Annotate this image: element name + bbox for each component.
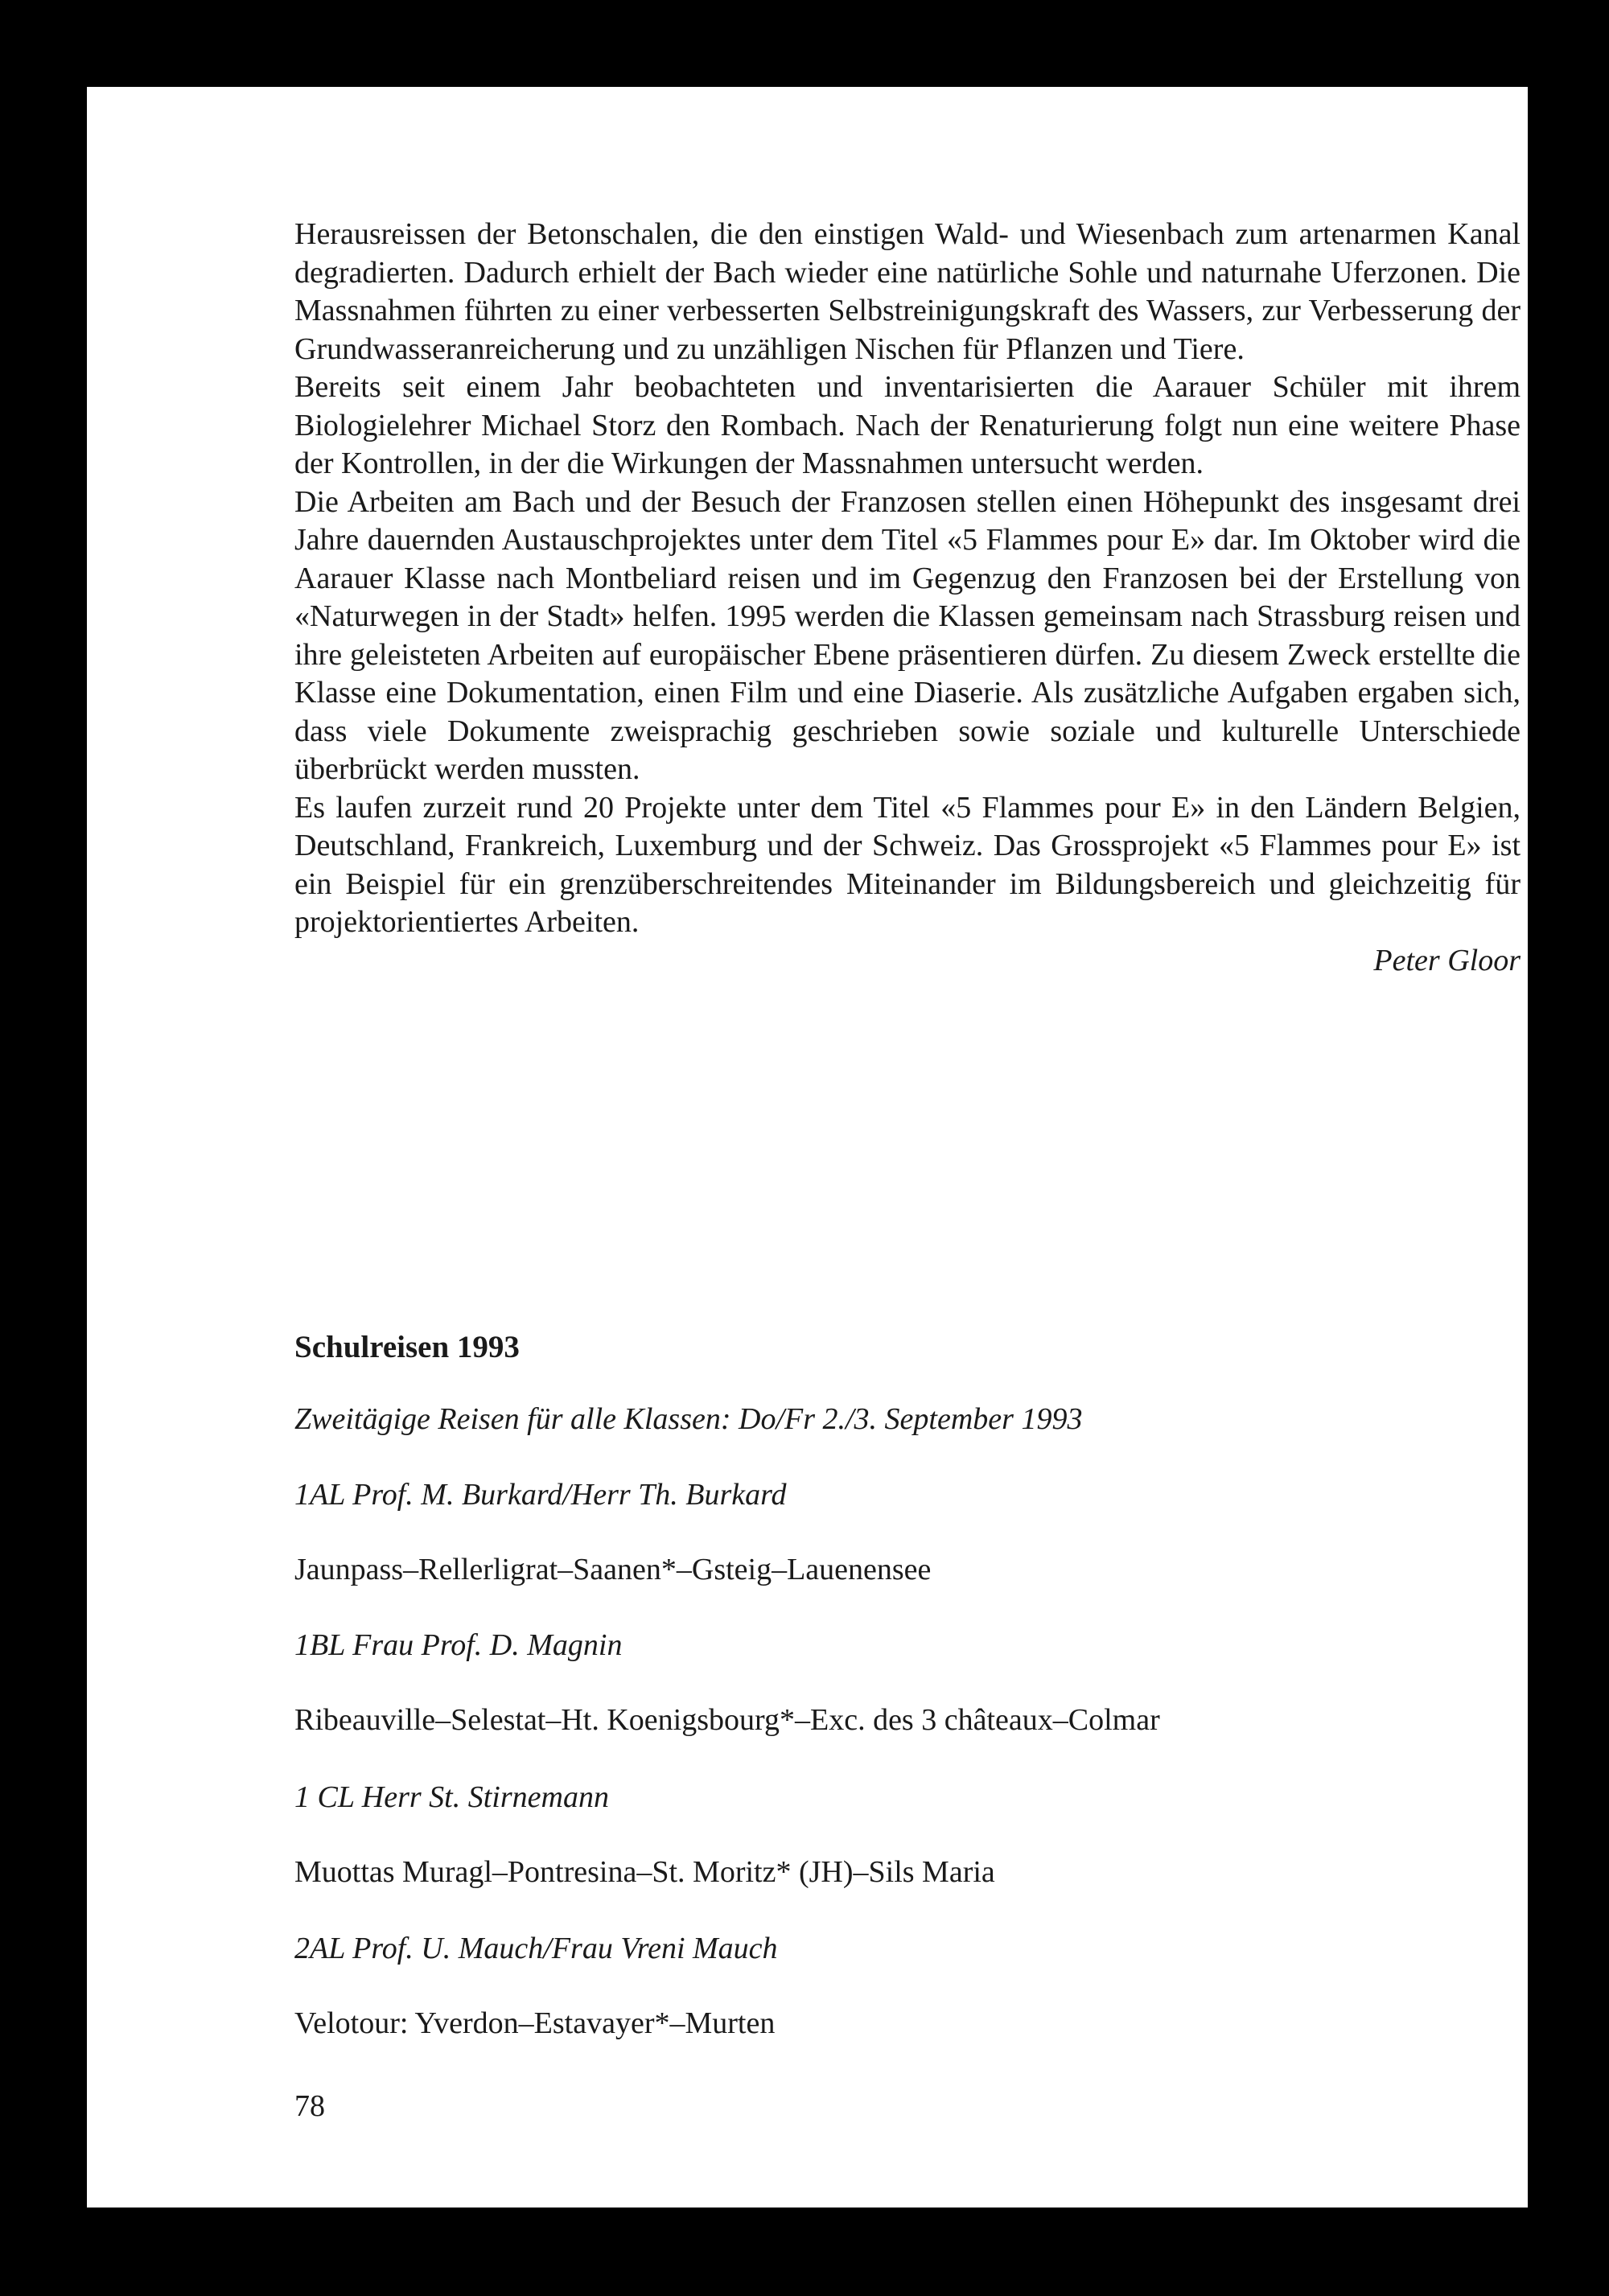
article-paragraph-2: Bereits seit einem Jahr beobachteten und inventarisierten die Aarauer Schüler mit ihrem Biologielehrer Michael Storz den Rombach. Nach der Renaturierung folgt nun eine weitere Phase der Kontrollen, in der die Wirkungen der Massnahmen untersucht werden. xyxy=(294,370,1521,480)
trip-entry xyxy=(294,1778,995,1889)
article-paragraph-3: Die Arbeiten am Bach und der Besuch der Franzosen stellen einen Höhepunkt des insgesamt drei Jahre dauernden Austauschprojektes unter dem Titel «5 Flammes pour E» dar. Im Oktober wird die Aarauer Klasse nach Montbeliard reisen und im Gegenzug den Franzosen bei der Erstellung von «Naturwegen in der Stadt» helfen. 1995 werden die Klassen gemeinsam nach Strassburg reisen und ihre geleisteten Arbeiten auf europäischer Ebene präsentieren dürfen. Zu diesem Zweck erstellte die Klasse eine Dokumentation, einen Film und eine Diaserie. Als zusätzliche Aufgaben ergaben sich, dass viele Dokumente zweisprachig geschrieben sowie soziale und kulturelle Unterschiede überbrückt werden mussten. xyxy=(294,484,1521,786)
article-paragraph-4: Es laufen zurzeit rund 20 Projekte unter dem Titel «5 Flammes pour E» in den Ländern Belgien, Deutschland, Frankreich, Luxemburg und der Schweiz. Das Grossprojekt «5 Flammes pour E» ist ein Beispiel für ein grenzüberschreitendes Miteinander im Bildungsbereich und gleichzeitig für projektorientiertes Arbeiten. xyxy=(294,790,1521,939)
trip-entry xyxy=(294,1626,1160,1737)
trip-route: Jaunpass–Rellerligrat–Saanen*–Gsteig–Lauenensee xyxy=(294,1553,932,1586)
trip-class-line: 1 CL Herr St. Stirnemann xyxy=(294,1780,609,1814)
trip-entry xyxy=(294,1475,932,1586)
trip-route: Muottas Muragl–Pontresina–St. Moritz* (JH)–Sils Maria xyxy=(294,1855,995,1889)
document-page xyxy=(87,87,1528,2208)
page-number: 78 xyxy=(294,2089,325,2123)
article-paragraph-1: Herausreissen der Betonschalen, die den einstigen Wald- und Wiesenbach zum artenarmen Kanal degradierten. Dadurch erhielt der Bach wieder eine natürliche Sohle und naturnahe Uferzonen. Die Massnahmen führten zu einer verbesserten Selbstreinigungskraft des Wassers, zur Verbesserung der Grundwasseranreicherung und zu unzähligen Nischen für Pflanzen und Tiere. xyxy=(294,217,1521,366)
section-subtitle: Zweitägige Reisen für alle Klassen: Do/Fr 2./3. September 1993 xyxy=(294,1402,1083,1436)
trip-class-line: 1AL Prof. M. Burkard/Herr Th. Burkard xyxy=(294,1478,787,1512)
trip-route: Ribeauville–Selestat–Ht. Koenigsbourg*–Exc. des 3 châteaux–Colmar xyxy=(294,1703,1160,1737)
trip-route: Velotour: Yverdon–Estavayer*–Murten xyxy=(294,2006,776,2040)
trip-class-line: 1BL Frau Prof. D. Magnin xyxy=(294,1628,623,1662)
author-signature: Peter Gloor xyxy=(1373,943,1521,977)
trip-entry xyxy=(294,1929,778,2040)
section-title: Schulreisen 1993 xyxy=(294,1330,520,1364)
trip-class-line: 2AL Prof. U. Mauch/Frau Vreni Mauch xyxy=(294,1932,778,1965)
article-body xyxy=(294,216,1521,980)
